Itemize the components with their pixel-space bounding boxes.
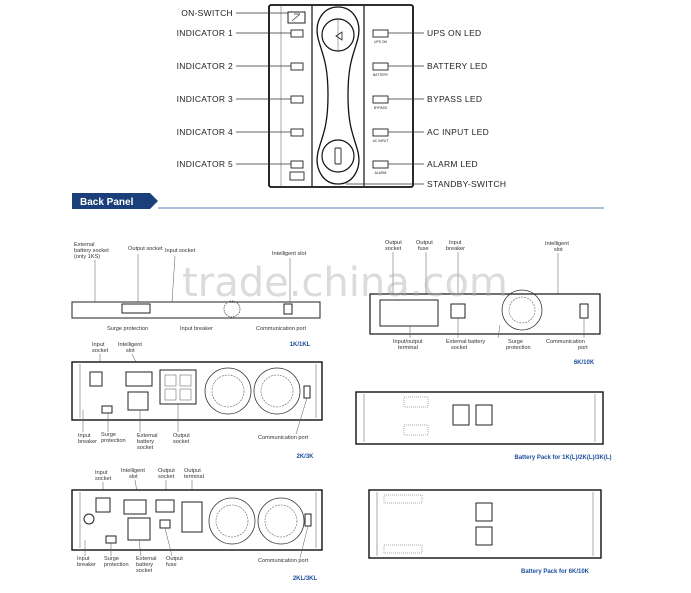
watermark: trade.china.com <box>182 260 508 306</box>
on-switch[interactable] <box>288 12 305 23</box>
indicator-2-label: INDICATOR 2 <box>176 61 233 71</box>
p2kl-comm-port <box>305 514 311 526</box>
p2kl-output-socket <box>156 500 174 512</box>
p1k-ext-battery-line1: External <box>74 242 95 248</box>
p6k-ext-batt-1: External battery <box>446 339 486 345</box>
p2k-input-breaker-1: Input <box>78 433 91 439</box>
p2kl-input-breaker-2: breaker <box>77 562 96 568</box>
batt2-chassis <box>369 490 601 558</box>
indicator-4-label: INDICATOR 4 <box>176 127 233 137</box>
p2k-intelligent-slot <box>126 372 152 386</box>
p2kl-input-socket-1: Input <box>95 470 108 476</box>
battery-icon <box>290 172 304 180</box>
section-title-arrow <box>150 193 158 209</box>
batt1-connector-1 <box>453 405 469 425</box>
indicator-3-led <box>291 96 303 103</box>
ac-input-caption: AC INPUT <box>372 139 389 143</box>
p2kl-surge-1: Surge <box>104 556 119 562</box>
p6k-output-socket-2: socket <box>385 246 402 252</box>
p1k-ext-battery-line3: (only 1KS) <box>74 254 101 260</box>
p2k-input-breaker-2: breaker <box>78 439 97 445</box>
p2k-ext-batt-2: battery <box>137 439 155 445</box>
ups-on-led <box>373 30 388 37</box>
p2kl-ext-batt-2: battery <box>136 562 154 568</box>
section-title: Back Panel <box>80 197 134 208</box>
p6k-input-breaker-2: breaker <box>446 246 465 252</box>
p1k-sockets <box>122 304 150 313</box>
p2kl-output-fuse-1: Output <box>166 556 183 562</box>
indicator-1-label: INDICATOR 1 <box>176 28 233 38</box>
p6k-surge-2: protection <box>506 345 531 351</box>
bypass-led <box>373 96 388 103</box>
p2k-caption: 2K/3K <box>296 454 314 460</box>
p1k-input-socket-label: Input socket <box>165 248 196 254</box>
ups-on-led-label: UPS ON LED <box>427 28 482 38</box>
indicator-1-led <box>291 30 303 37</box>
battery-pack-1 <box>356 392 612 461</box>
bypass-caption: BYPASS <box>373 106 388 110</box>
panel-2kl <box>72 468 322 582</box>
indicator-4-led <box>291 129 303 136</box>
p6k-input-breaker-1: Input <box>449 240 462 246</box>
p2kl-intelligent-2: slot <box>129 474 138 480</box>
indicator-2-led <box>291 63 303 70</box>
standby-switch-label: STANDBY-SWITCH <box>427 179 507 189</box>
battery-led <box>373 63 388 70</box>
p6k-comm-1: Communication <box>546 339 585 345</box>
p6k-ext-battery-socket <box>451 304 465 318</box>
p2k-intelligent-label: Intelligent <box>118 342 142 348</box>
p2k-surge-1: Surge <box>101 432 116 438</box>
p2kl-input-breaker-1: Input <box>77 556 90 562</box>
p6k-output-fuse-2: fuse <box>418 246 429 252</box>
alarm-led <box>373 161 388 168</box>
indicator-5-led <box>291 161 303 168</box>
p2k-input-socket-label-2: socket <box>92 348 109 354</box>
p1k-leader-3 <box>172 256 175 302</box>
battery-pack-2 <box>369 490 601 575</box>
p2kl-output-fuse-2: fuse <box>166 562 177 568</box>
panel-2k <box>72 342 322 460</box>
p2kl-ext-batt-1: External <box>136 556 157 562</box>
p2kl-ext-batt-3: socket <box>136 568 153 574</box>
p6k-output-socket-1: Output <box>385 240 402 246</box>
p2kl-intelligent-1: Intelligent <box>121 468 145 474</box>
p6k-comm-port <box>580 304 588 318</box>
bypass-led-label: BYPASS LED <box>427 94 483 104</box>
p2k-ext-batt-3: socket <box>137 445 154 451</box>
p2kl-output-fuse <box>160 520 170 528</box>
p1k-caption: 1K/1KL <box>289 342 311 348</box>
alarm-led-label: ALARM LED <box>427 159 478 169</box>
p2kl-input-socket-2: socket <box>95 476 112 482</box>
p6k-ext-batt-2: socket <box>451 345 468 351</box>
section-header <box>72 193 604 209</box>
batt2-connector-2 <box>476 527 492 545</box>
p1k-input-breaker-label: Input breaker <box>180 326 213 332</box>
p2kl-intelligent-slot <box>124 500 146 514</box>
p2kl-output-terminal-1: Output <box>184 468 201 474</box>
ac-input-led-label: AC INPUT LED <box>427 127 490 137</box>
p2k-output-2: socket <box>173 439 190 445</box>
p2kl-caption: 2KL/3KL <box>292 576 318 582</box>
batt2-connector-1 <box>476 503 492 521</box>
p2k-ext-batt-1: External <box>137 433 158 439</box>
standby-switch-knob[interactable] <box>335 148 341 164</box>
p2k-output-1: Output <box>173 433 190 439</box>
batt1-caption: Battery Pack for 1K(L)/2K(L)/3K(L) <box>514 455 612 461</box>
p2k-ext-battery-socket <box>128 392 148 410</box>
p2kl-input-breaker <box>84 514 94 524</box>
p2kl-surge <box>106 536 116 543</box>
p2kl-output-terminal-2: terminal <box>184 474 204 480</box>
p2k-intelligent-label-2: slot <box>126 348 135 354</box>
p2kl-surge-2: protection <box>104 562 129 568</box>
p2k-comm-port <box>304 386 310 398</box>
indicator-5-label: INDICATOR 5 <box>176 159 233 169</box>
alarm-caption: ALARM <box>374 171 387 175</box>
front-panel <box>177 5 507 189</box>
p1k-intelligent-slot-label: Intelligent slot <box>272 251 307 257</box>
p6k-io-terminal-2: terminal <box>398 345 418 351</box>
ups-on-caption: UPS ON <box>374 40 387 44</box>
p2k-surge-2: protection <box>101 438 126 444</box>
p2k-comm-port-label: Communication port <box>258 435 309 441</box>
batt1-connector-2 <box>476 405 492 425</box>
p2k-surge <box>102 406 112 413</box>
p2kl-output-terminal <box>182 502 202 532</box>
batt2-caption: Battery Pack for 6K/10K <box>520 569 590 575</box>
battery-caption: BATTERY <box>372 73 389 77</box>
p2kl-comm-port-label: Communication port <box>258 558 309 564</box>
on-switch-label: ON-SWITCH <box>181 8 233 18</box>
p2k-input-socket <box>90 372 102 386</box>
p2kl-output-socket-1: Output <box>158 468 175 474</box>
ac-input-led <box>373 129 388 136</box>
p1k-surge-label: Surge protection <box>107 326 149 332</box>
p6k-intelligent-1: Intelligent <box>545 241 569 247</box>
indicator-3-label: INDICATOR 3 <box>176 94 233 104</box>
p2kl-ext-battery-socket <box>128 518 150 540</box>
p1k-ext-battery-line2: battery socket <box>74 248 109 254</box>
p2kl-input-socket <box>96 498 110 512</box>
p6k-surge-1: Surge <box>508 339 523 345</box>
p6k-comm-2: port <box>578 345 588 351</box>
p2k-input-socket-label: Input <box>92 342 105 348</box>
p6k-caption: 6K/10K <box>573 360 595 366</box>
battery-led-label: BATTERY LED <box>427 61 488 71</box>
p6k-io-terminal-1: Input/output <box>393 339 423 345</box>
p6k-output-fuse-1: Output <box>416 240 433 246</box>
p1k-comm-port-label: Communication port <box>256 326 307 332</box>
p6k-intelligent-2: slot <box>554 247 563 253</box>
p2kl-output-socket-2: socket <box>158 474 175 480</box>
p1k-output-socket-label: Output socket <box>128 246 163 252</box>
